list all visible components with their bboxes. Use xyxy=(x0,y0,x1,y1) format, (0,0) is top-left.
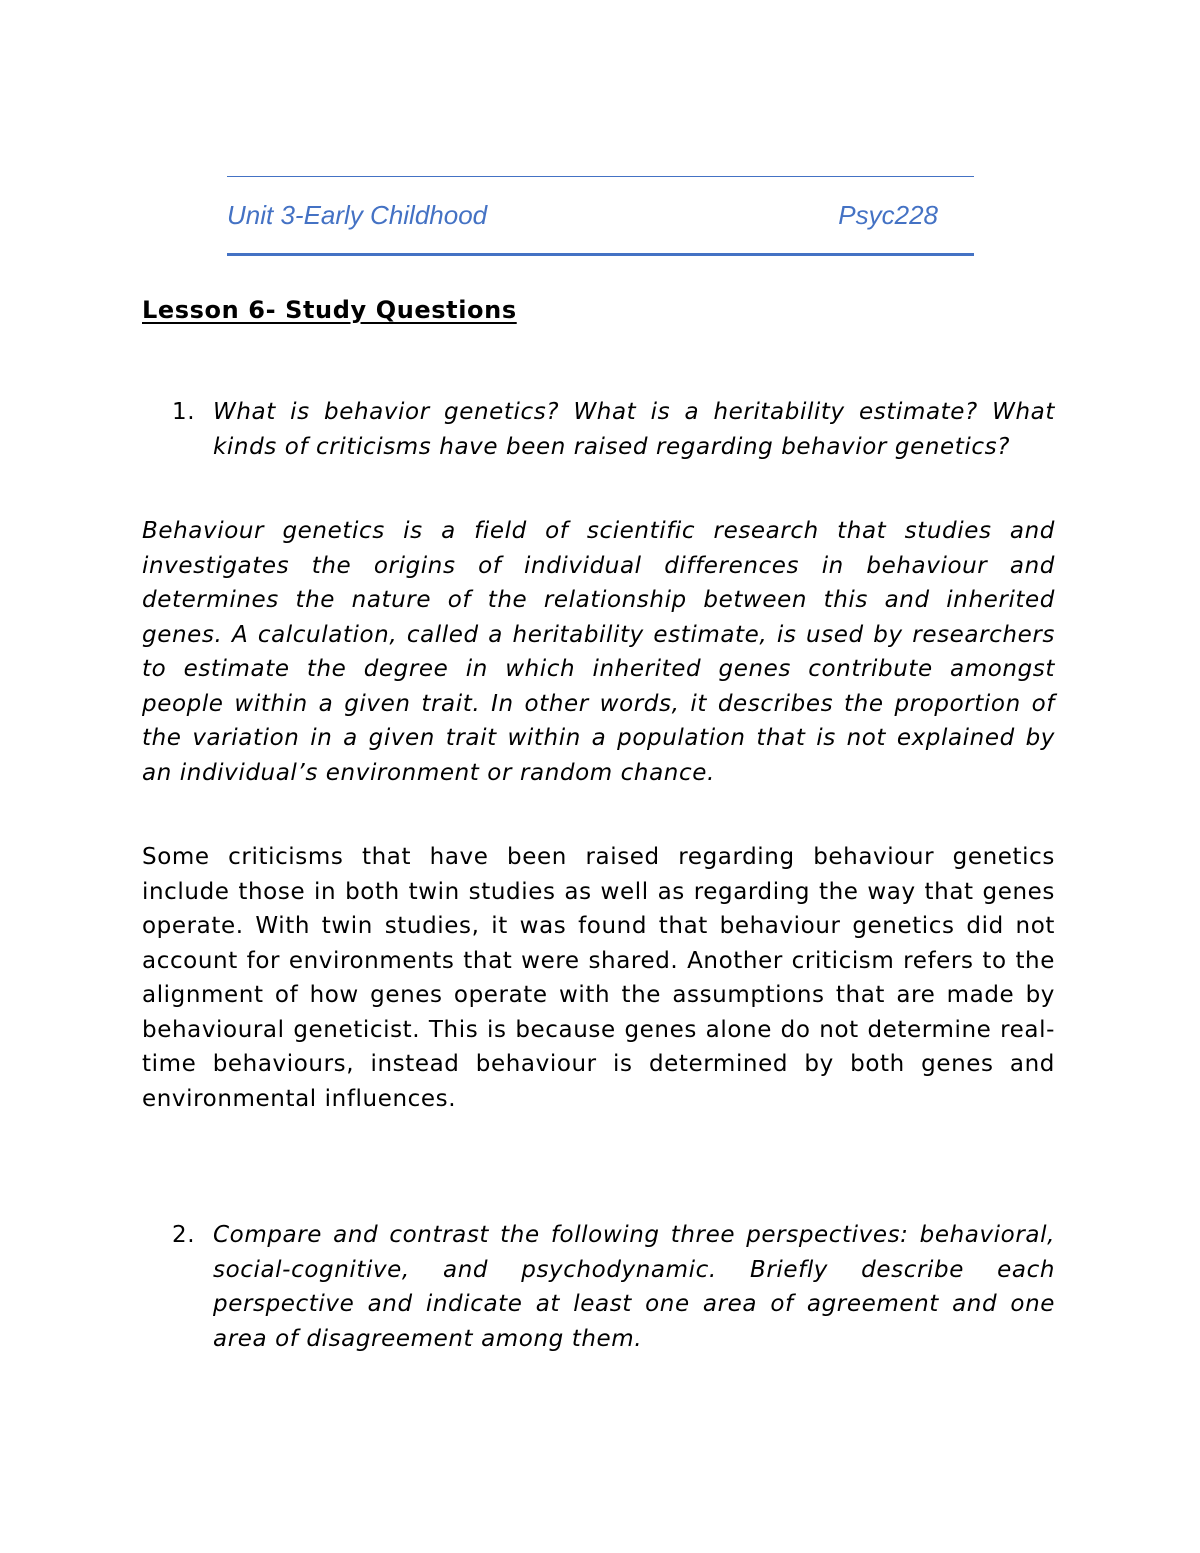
question-number: 1. xyxy=(172,399,196,425)
page-header xyxy=(227,176,974,256)
answer-paragraph-1: Behaviour genetics is a field of scientific research that studies and investigates the origins of individual differences in behaviour and determines the nature of the relationship between this and inherited genes. A calculation, called a heritability estimate, is used by researchers to estimate the degree in which inherited genes contribute amongst people within a given trait. In other words, it describes the proportion of the variation in a given trait within a population that is not explained by an individual’s environment or random chance. xyxy=(142,518,1055,786)
course-code: Psyc228 xyxy=(838,200,938,230)
question-2 xyxy=(142,1218,1055,1356)
question-text: Compare and contrast the following three perspectives: behavioral, social-cognitive, and psychodynamic. Briefly describe each perspective and indicate at least one area of agreement and one area of disagreement among them. xyxy=(213,1222,1055,1352)
question-1 xyxy=(142,395,1055,464)
answer-paragraph-2: Some criticisms that have been raised regarding behaviour genetics include those in both twin studies as well as regarding the way that genes operate. With twin studies, it was found that behaviour genetics did not account for environments that were shared. Another criticism refers to the alignment of how genes operate with the assumptions that are made by behavioural geneticist. This is because genes alone do not determine real-time behaviours, instead behaviour is determined by both genes and environmental influences. xyxy=(142,844,1055,1112)
lesson-title: Lesson 6- Study Questions xyxy=(142,296,517,324)
header-bottom-rule xyxy=(227,253,974,256)
unit-title: Unit 3-Early Childhood xyxy=(227,200,488,230)
question-number: 2. xyxy=(172,1222,196,1248)
header-top-rule xyxy=(227,176,974,177)
question-text: What is behavior genetics? What is a heritability estimate? What kinds of criticisms have been raised regarding behavior genetics? xyxy=(213,399,1055,460)
